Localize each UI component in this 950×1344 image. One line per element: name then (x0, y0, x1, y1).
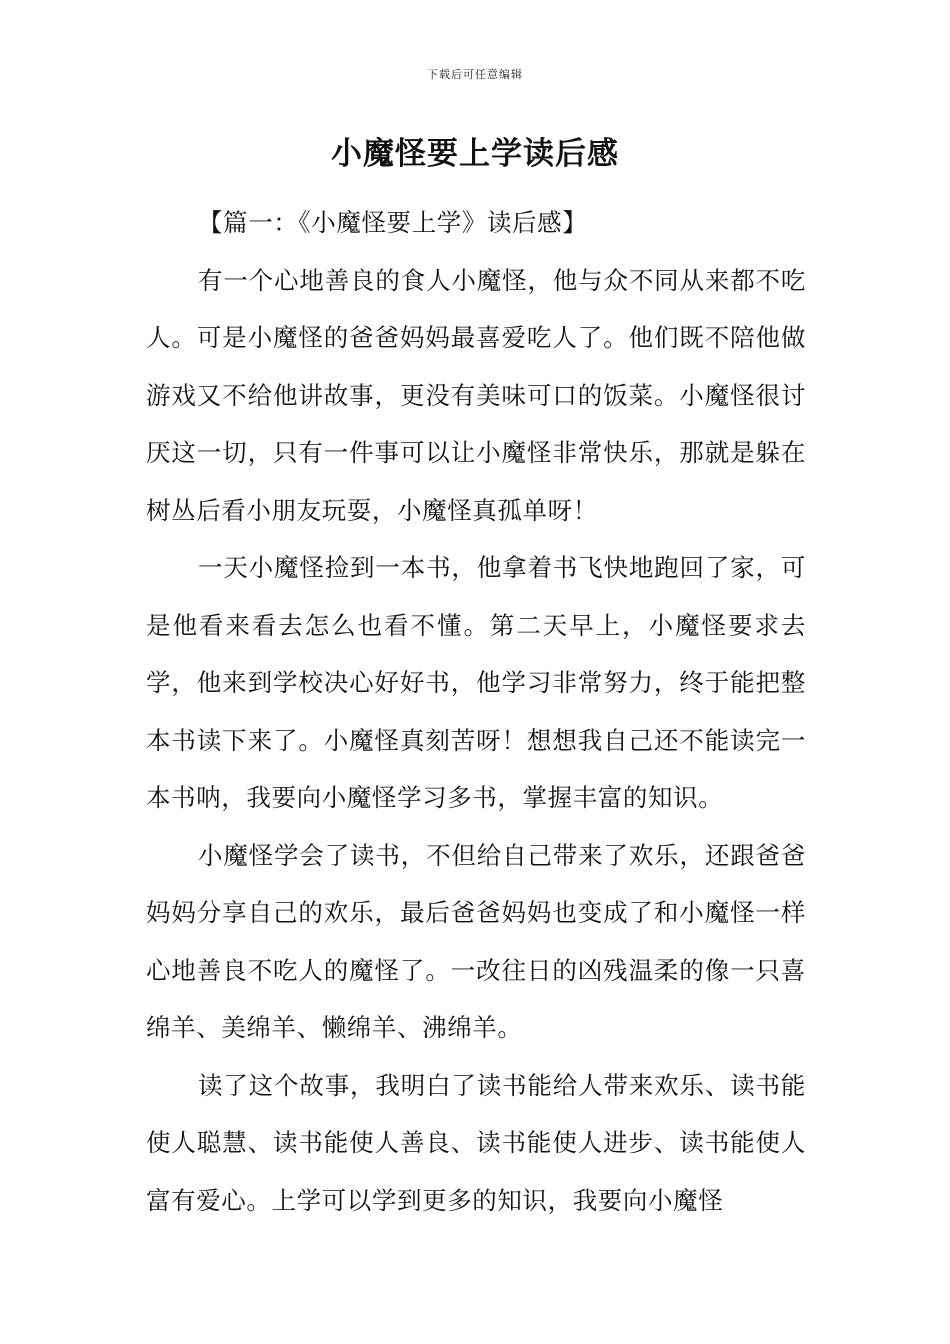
header-note: 下载后可任意编辑 (427, 68, 523, 81)
document-title: 小魔怪要上学读后感 (331, 136, 619, 172)
paragraph-3: 小魔怪学会了读书，不但给自己带来了欢乐，还跟爸爸妈妈分享自己的欢乐，最后爸爸妈妈也变成了和小魔怪一样心地善良不吃人的魔怪了。一改往日的凶残温柔的像一只喜绵羊、美绵羊、懒绵羊、沸绵羊。 (146, 840, 806, 1042)
paragraph-4: 读了这个故事，我明白了读书能给人带来欢乐、读书能使人聪慧、读书能使人善良、读书能使人进步、读书能使人富有爱心。上学可以学到更多的知识，我要向小魔怪 (146, 1070, 806, 1215)
paragraph-1: 有一个心地善良的食人小魔怪，他与众不同从来都不吃人。可是小魔怪的爸爸妈妈最喜爱吃人了。他们既不陪他做游戏又不给他讲故事，更没有美味可口的饭菜。小魔怪很讨厌这一切，只有一件事可以让小魔怪非常快乐，那就是躲在树丛后看小朋友玩耍，小魔怪真孤单呀！ (146, 265, 806, 525)
paragraph-2: 一天小魔怪捡到一本书，他拿着书飞快地跑回了家，可是他看来看去怎么也看不懂。第二天早上，小魔怪要求去学，他来到学校决心好好书，他学习非常努力，终于能把整本书读下来了。小魔怪真刻苦呀！想想我自己还不能读完一本书呐，我要向小魔怪学习多书，掌握丰富的知识。 (146, 553, 806, 812)
document-body (146, 194, 806, 1229)
section-heading: 【篇一：《小魔怪要上学》读后感】 (198, 208, 588, 237)
